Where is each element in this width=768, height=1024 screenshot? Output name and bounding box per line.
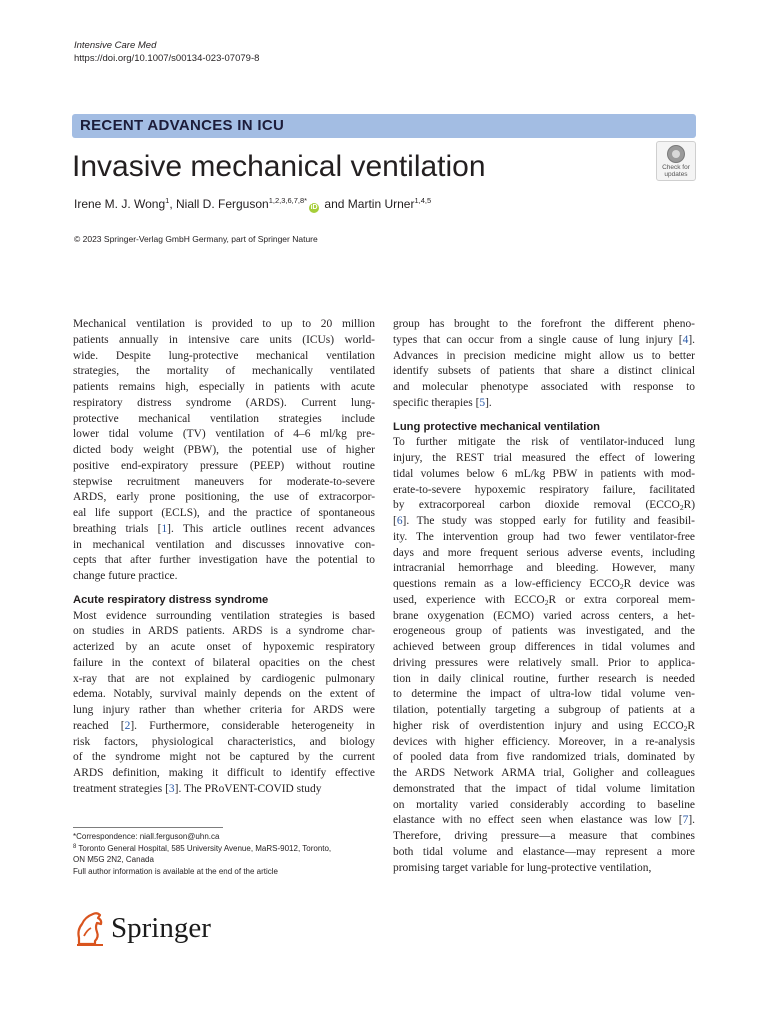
text-line: to determine the impact of ultra-low tidal volume ven- bbox=[393, 688, 695, 701]
text-line: eal life support (ECLS), and the practice of spontaneous bbox=[73, 507, 375, 519]
paragraph bbox=[73, 317, 375, 585]
author-list bbox=[74, 197, 431, 213]
author-name[interactable]: Irene M. J. Wong bbox=[74, 197, 166, 211]
text-line: questions remain as a low-efficiency $ECCO_2R$ device was bbox=[393, 578, 695, 591]
affiliation-line bbox=[73, 843, 331, 855]
check-for-updates-icon[interactable] bbox=[656, 141, 696, 181]
text-line: ity. The intervention group had two fewer ventilator-free bbox=[393, 530, 695, 543]
springer-logo bbox=[73, 908, 218, 952]
correspondence-email[interactable]: *Correspondence: niall.ferguson@uhn.ca bbox=[73, 832, 220, 841]
text-line: cepts that after further investigation have the potential to bbox=[73, 554, 375, 567]
text-line: change future practice. bbox=[73, 570, 178, 582]
text-line: respiratory distress syndrome (ARDS). Current lung- bbox=[73, 396, 375, 409]
footnotes bbox=[73, 831, 331, 877]
author-affiliation-sup: 1,4,5 bbox=[414, 196, 432, 205]
text-line: tion in daily clinical routine, further research is needed bbox=[393, 672, 695, 685]
text-line: achieved between group differences in tidal volumes and bbox=[393, 641, 695, 653]
text-line: types that can occur from a single cause of lung injury [4]. bbox=[393, 333, 695, 346]
paragraph bbox=[393, 317, 695, 412]
text-line: patients annually in intensive care units (ICUs) world- bbox=[73, 333, 375, 346]
text-line: lower tidal volume (TV) ventilation of 4–6 ml/kg pre- bbox=[73, 428, 375, 441]
citation-link[interactable]: 1 bbox=[161, 522, 168, 535]
text-line: intracranial hemorrhage and bleeding. However, many bbox=[393, 562, 695, 575]
text-line: Mechanical ventilation is provided to up to 20 million bbox=[73, 318, 375, 330]
check-for-updates-label-2: updates bbox=[664, 171, 688, 178]
text-line: protective mechanical ventilation strategies include bbox=[73, 412, 375, 425]
text-line: positive end-expiratory pressure (PEEP) without routine bbox=[73, 459, 375, 472]
text-line: elastance with no effect seen when elastance was low [7]. bbox=[393, 814, 695, 827]
text-line: of the syndrome might not be captured by the current bbox=[73, 751, 375, 764]
text-line: acterized by an acute onset of hypoxemic respiratory bbox=[73, 641, 375, 653]
affiliation-sup: 8 bbox=[73, 843, 77, 850]
text-line: breathing trials [1]. This article outlines recent advances bbox=[73, 522, 375, 535]
text-line: reached [2]. Furthermore, considerable heterogeneity in bbox=[73, 719, 375, 732]
section-banner-label: RECENT ADVANCES IN ICU bbox=[80, 117, 285, 134]
journal-name: Intensive Care Med bbox=[74, 40, 157, 51]
text-line: ARDS definition, making it difficult to identify effective bbox=[73, 767, 375, 779]
text-line: To further mitigate the risk of ventilator-induced lung bbox=[393, 436, 695, 449]
text-line: days and more frequent serious adverse events, including bbox=[393, 546, 695, 559]
springer-horse-logo-icon bbox=[73, 908, 107, 948]
text-line: tidal volumes below 6 mL/kg PBW in patients with mod- bbox=[393, 467, 695, 480]
text-line: stepwise recruitment maneuvers for moderate-to-severe bbox=[73, 475, 375, 488]
text-line: both tidal volume and elastance—may represent a more bbox=[393, 845, 695, 858]
text-line: devices with higher efficiency. Moreover, in a re-analysis bbox=[393, 735, 695, 748]
affiliation-line-2: ON M5G 2N2, Canada bbox=[73, 855, 154, 864]
text-line: injury, the REST trial measured the effect of lowering bbox=[393, 452, 695, 464]
text-line: lung injury rather than whether criteria for ARDS were bbox=[73, 704, 375, 716]
text-line: by extracorporeal carbon dioxide removal $(ECCO_2R)$ bbox=[393, 499, 695, 513]
footnote-divider bbox=[73, 827, 223, 828]
text-line: tilation, potentially targeting a subgroup of patients at a bbox=[393, 704, 695, 716]
text-line: on mortality varied considerably according to baseline bbox=[393, 798, 695, 811]
section-banner bbox=[72, 114, 696, 138]
affiliation-text: Toronto General Hospital, 585 University Avenue, MaRS-9012, Toronto, bbox=[76, 843, 332, 853]
citation-link[interactable]: 6 bbox=[396, 515, 403, 527]
text-line: brane oxygenation (ECMO) varied across centers, a het- bbox=[393, 609, 695, 622]
text-line: used, experience with $ECCO_2R$ or extra corporeal mem- bbox=[393, 593, 696, 607]
citation-link[interactable]: 5 bbox=[479, 396, 486, 409]
doi-link[interactable]: https://doi.org/10.1007/s00134-023-07079-8 bbox=[74, 53, 260, 64]
text-line: in mechanical ventilation and discusses innovative con- bbox=[73, 538, 375, 551]
check-for-updates-ring-icon bbox=[667, 145, 685, 163]
text-line: Most evidence surrounding ventilation strategies is based bbox=[73, 609, 375, 622]
text-line: promising target variable for lung-protective ventilation, bbox=[393, 861, 652, 874]
text-line: identify subsets of patients that share a distinct clinical bbox=[393, 365, 695, 378]
text-line: [6]. The study was stopped early for futility and feasibil- bbox=[393, 515, 695, 527]
paragraph bbox=[393, 435, 695, 876]
text-line: ARDS, early prone positioning, the use of extracorpor- bbox=[73, 491, 375, 504]
author-name[interactable]: Martin Urner bbox=[347, 197, 415, 211]
publisher-name: Springer bbox=[111, 912, 211, 944]
text-line: erate-to-severe hypoxemic respiratory failure, facilitated bbox=[393, 483, 695, 496]
section-heading: Acute respiratory distress syndrome bbox=[73, 593, 269, 606]
copyright-notice: © 2023 Springer-Verlag GmbH Germany, part of Springer Nature bbox=[74, 234, 318, 244]
text-line: demonstrated that the impact of tidal volume limitation bbox=[393, 782, 695, 795]
text-line: erogeneous group of patients was investigated, and the bbox=[393, 625, 695, 638]
author-affiliation-sup: 1 bbox=[165, 196, 170, 205]
author-affiliation-sup: 1,2,3,6,7,8* bbox=[268, 196, 308, 205]
text-line: Therefore, driving pressure—a measure that combines bbox=[393, 830, 695, 842]
text-line: patients remains high, especially in patients with acute bbox=[73, 381, 375, 393]
text-line: wide. Despite lung-protective mechanical ventilation bbox=[73, 349, 375, 362]
text-line: the ARDS Network ARMA trial, Goligher and colleagues bbox=[393, 767, 695, 779]
check-for-updates-label-1: Check for bbox=[662, 164, 690, 171]
citation-link[interactable]: 3 bbox=[168, 782, 175, 795]
text-line: risk factors, physiological characteristics, and biology bbox=[73, 735, 375, 748]
text-line: specific therapies [5]. bbox=[393, 396, 492, 409]
text-line: on studies in ARDS patients. ARDS is a syndrome char- bbox=[73, 625, 375, 638]
author-separator: , bbox=[169, 197, 176, 211]
text-line: higher risk of overdistention injury and using $ECCO_2R$ bbox=[393, 719, 695, 733]
text-line: strategies, the mortality of mechanically ventilated bbox=[73, 365, 375, 378]
orcid-icon[interactable]: iD bbox=[310, 204, 318, 211]
text-line: failure in the context of bilateral opacities on the chest bbox=[73, 656, 375, 669]
text-line: Advances in precision medicine might allow us to better bbox=[393, 349, 695, 362]
author-name[interactable]: Niall D. Ferguson bbox=[176, 197, 269, 211]
text-line: driving pressures were relatively small. Prior to applica- bbox=[393, 656, 695, 669]
text-line: of pooled data from five randomized trials, dominated by bbox=[393, 751, 695, 764]
full-author-info: Full author information is available at the end of the article bbox=[73, 866, 279, 876]
text-line: and molecular phenotype associated with response to bbox=[393, 381, 695, 393]
citation-link[interactable]: 2 bbox=[124, 719, 131, 732]
citation-link[interactable]: 7 bbox=[682, 814, 689, 827]
author-separator: and bbox=[321, 197, 348, 211]
text-line: x-ray that are not explained by cardiogenic pulmonary bbox=[73, 672, 375, 685]
citation-link[interactable]: 4 bbox=[682, 333, 689, 346]
text-line: dicted body weight (PBW), the potential use of higher bbox=[73, 444, 375, 456]
paragraph bbox=[73, 609, 375, 798]
text-line: treatment strategies [3]. The PRoVENT-COVID study bbox=[73, 782, 322, 795]
text-line: edema. Notably, survival mainly depends on the extent of bbox=[73, 688, 375, 701]
article-title: Invasive mechanical ventilation bbox=[72, 150, 486, 183]
body-column-right bbox=[393, 317, 695, 876]
text-line: group has brought to the forefront the different pheno- bbox=[393, 318, 695, 330]
section-heading: Lung protective mechanical ventilation bbox=[393, 420, 601, 433]
body-column-left bbox=[73, 317, 375, 798]
